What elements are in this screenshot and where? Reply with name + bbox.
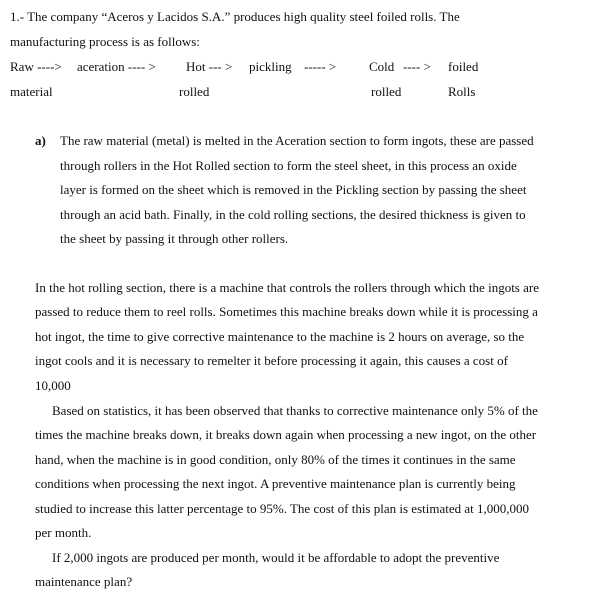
paragraph-line: If 2,000 ingots are produced per month, would it be affordable to adopt the preventive <box>52 550 500 565</box>
flow-arrow: ---- > <box>403 59 431 74</box>
heading-line: manufacturing process is as follows: <box>10 34 200 49</box>
paragraph-line: maintenance plan? <box>35 574 133 589</box>
paragraph-line: 10,000 <box>35 378 71 393</box>
flow-pickling: pickling <box>249 59 292 74</box>
paragraph-line: hot ingot, the time to give corrective maintenance to the machine is 2 hours on average, so the <box>35 329 525 344</box>
part-a-line: the sheet by passing it through other rollers. <box>60 231 289 246</box>
part-a-line: through rollers in the Hot Rolled section to form the steel sheet, in this process an oxide <box>60 158 517 173</box>
paragraph-line: Based on statistics, it has been observed that thanks to corrective maintenance only 5% of the <box>52 403 538 418</box>
part-a-line: layer is formed on the sheet which is removed in the Pickling section by passing the sheet <box>60 182 527 197</box>
paragraph-line: ingot cools and it is necessary to remelter it before processing it again, this causes a cost of <box>35 353 508 368</box>
flow-rolls: Rolls <box>448 84 476 99</box>
paragraph-line: In the hot rolling section, there is a machine that controls the rollers through which the ingots are <box>35 280 539 295</box>
flow-foiled: foiled <box>448 59 479 74</box>
flow-hot: Hot --- > <box>186 59 233 74</box>
flow-cold: Cold <box>369 59 395 74</box>
part-a-line: through an acid bath. Finally, in the cold rolling sections, the desired thickness is given to <box>60 207 526 222</box>
flow-rolled: rolled <box>371 84 402 99</box>
paragraph-line: per month. <box>35 525 92 540</box>
paragraph-line: passed to reduce them to reel rolls. Sometimes this machine breaks down while it is processing a <box>35 304 538 319</box>
heading-line: 1.- The company “Aceros y Lacidos S.A.” produces high quality steel foiled rolls. The <box>10 9 460 24</box>
paragraph-line: hand, when the machine is in good condition, only 80% of the times it continues in the same <box>35 452 516 467</box>
part-a-label: a) <box>35 133 46 148</box>
part-a-line: The raw material (metal) is melted in the Aceration section to form ingots, these are passed <box>60 133 534 148</box>
flow-arrow: ----- > <box>304 59 337 74</box>
flow-raw: Raw ----> <box>10 59 62 74</box>
paragraph-line: studied to increase this latter percentage to 95%. The cost of this plan is estimated at 1,000,000 <box>35 501 529 516</box>
paragraph-line: times the machine breaks down, it breaks down again when processing a new ingot, on the other <box>35 427 537 442</box>
flow-rolled: rolled <box>179 84 210 99</box>
paragraph-line: conditions when processing the next ingot. A preventive maintenance plan is currently being <box>35 476 516 491</box>
flow-material: material <box>10 84 53 99</box>
flow-aceration: aceration ---- > <box>77 59 156 74</box>
